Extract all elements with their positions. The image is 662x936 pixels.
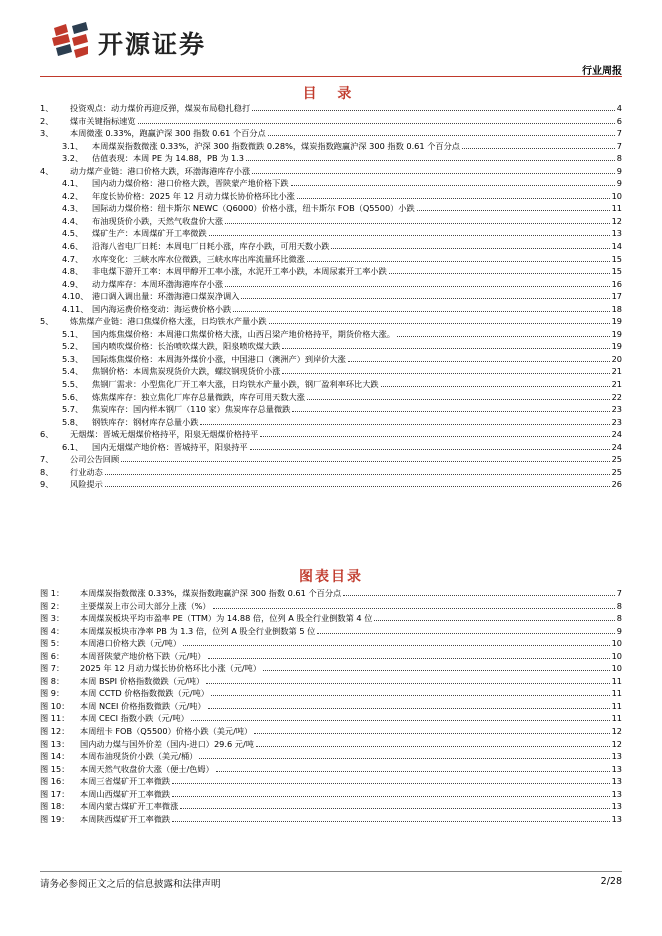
toc-title: 非电煤下游开工率：本周甲醇开工率小涨，水泥开工率小跌，本周尿素开工率小跌 (92, 266, 387, 277)
figure-entry[interactable] (40, 687, 622, 700)
dot-leader (172, 788, 610, 797)
toc-num: 6.1、 (62, 441, 84, 452)
toc-entry[interactable] (40, 478, 622, 491)
toc-num: 5.5、 (62, 379, 84, 390)
figure-entry[interactable] (40, 587, 622, 600)
toc-page: 19 (611, 341, 622, 352)
figure-entry[interactable] (40, 763, 622, 776)
dot-leader (180, 800, 609, 809)
figure-num: 图 3： (40, 613, 65, 624)
toc-num: 4.9、 (62, 278, 84, 289)
toc-num: 4、 (40, 165, 54, 176)
toc-entry[interactable] (40, 340, 622, 353)
figure-entry[interactable] (40, 788, 622, 801)
toc-page: 7 (616, 140, 622, 151)
figure-title: 本周 CCTD 价格指数微跌（元/吨） (80, 688, 209, 699)
dot-leader (348, 353, 610, 362)
toc-entry[interactable] (40, 278, 622, 291)
toc-page: 4 (616, 103, 622, 113)
toc-num: 8、 (40, 466, 54, 477)
figure-title: 本周内蒙古煤矿开工率微涨 (80, 801, 179, 812)
figure-num: 图 16： (40, 776, 70, 787)
figure-title: 本周晋陕蒙产地价格下跌（元/吨） (80, 650, 206, 661)
dot-leader (381, 378, 610, 387)
toc-num: 4.3、 (62, 203, 84, 214)
toc-entry[interactable] (40, 177, 622, 190)
figure-page: 11 (611, 688, 622, 699)
toc-page: 19 (611, 328, 622, 339)
figure-title: 本周煤炭指数微涨 0.33%，煤炭指数跑赢沪深 300 指数 0.61 个百分点 (80, 588, 342, 598)
toc-entry[interactable] (40, 152, 622, 165)
toc-num: 7、 (40, 454, 54, 465)
dot-leader (209, 227, 610, 236)
toc-title: 风险提示 (70, 479, 103, 490)
toc-title: 煤矿生产：本周煤矿开工率微跌 (92, 228, 207, 239)
toc-num: 4.8、 (62, 266, 84, 277)
toc-title: 动力煤产业链：港口价格大跌，环渤海港库存小涨 (70, 165, 251, 176)
figure-title: 本周煤炭板块平均市盈率 PE（TTM）为 14.88 倍，位列 A 股全行业倒数第 4 位 (80, 613, 373, 624)
toc-title: 沿海八省电厂日耗：本周电厂日耗小涨，库存小跌，可用天数小跌 (92, 241, 330, 252)
figure-num: 图 12： (40, 726, 70, 737)
figure-page: 13 (611, 751, 622, 762)
toc-page: 23 (611, 416, 622, 427)
figure-page: 10 (611, 638, 622, 649)
dot-leader (307, 253, 610, 262)
figure-page: 11 (611, 700, 622, 711)
toc-title: 焦钢厂需求：小型焦化厂开工率大涨，日均铁水产量小跌，钢厂盈利率环比大跌 (92, 379, 379, 390)
dot-leader (282, 365, 609, 374)
figure-num: 图 18： (40, 801, 70, 812)
toc-num: 3.2、 (62, 153, 84, 164)
toc-num: 4.7、 (62, 253, 84, 264)
figure-page: 13 (611, 776, 622, 787)
dot-leader (200, 416, 609, 425)
figure-entry[interactable] (40, 725, 622, 738)
toc-num: 5.1、 (62, 328, 84, 339)
toc-page: 14 (611, 241, 622, 252)
figure-title: 本周布油现货价小跌（美元/桶） (80, 751, 198, 762)
toc-entry[interactable] (40, 391, 622, 404)
toc-entry[interactable] (40, 365, 622, 378)
dot-leader (397, 328, 610, 337)
toc-num: 5.4、 (62, 366, 84, 377)
toc-page: 15 (611, 266, 622, 277)
toc-entry[interactable] (40, 165, 622, 178)
figure-num: 图 10： (40, 700, 70, 711)
figure-entry[interactable] (40, 675, 622, 688)
figure-title: 本周 CECI 指数小跌（元/吨） (80, 713, 189, 724)
figure-page: 13 (611, 788, 622, 799)
toc-title: 无烟煤：晋城无烟煤价格持平，阳泉无烟煤价格持平 (70, 429, 259, 440)
figure-num: 图 11： (40, 713, 70, 724)
toc-page: 12 (611, 215, 622, 226)
dot-leader (199, 750, 609, 759)
figure-title: 本周天然气收盘价大涨（便士/色姆） (80, 763, 214, 774)
toc-title: 国际炼焦煤价格：本周海外煤价小涨，中国港口（澳洲产）到岸价大涨 (92, 353, 346, 364)
dot-leader (256, 738, 610, 747)
dot-leader (105, 466, 610, 475)
dot-leader (172, 775, 610, 784)
dot-leader (462, 140, 615, 149)
dot-leader (269, 315, 610, 324)
toc-num: 4.2、 (62, 190, 84, 201)
toc-title: 国内炼焦煤价格：本周港口焦煤价格大涨，山西吕梁产地价格持平，期货价格大涨。 (92, 328, 395, 339)
figure-title: 本周煤炭板块市净率 PB 为 1.3 倍，位列 A 股全行业倒数第 5 位 (80, 625, 316, 636)
toc-page: 10 (611, 190, 622, 201)
figure-entry[interactable] (40, 750, 622, 763)
dot-leader (252, 165, 615, 174)
toc-title: 水库变化：三峡水库水位微跌，三峡水库出库流量环比微涨 (92, 253, 305, 264)
figure-index-title: 图表目录 (299, 569, 363, 585)
toc-entry[interactable] (40, 466, 622, 479)
toc-num: 5、 (40, 316, 54, 327)
figure-num: 图 2： (40, 600, 65, 611)
figure-entry[interactable] (40, 738, 622, 751)
toc-num: 3、 (40, 128, 54, 139)
toc-entry[interactable] (40, 315, 622, 328)
toc-title: 煤市关键指标速览 (70, 115, 136, 126)
toc-entry[interactable] (40, 202, 622, 215)
toc-entry[interactable] (40, 215, 622, 228)
figure-entry[interactable] (40, 612, 622, 625)
dot-leader (206, 675, 609, 684)
figure-page: 13 (611, 813, 622, 824)
figure-page: 10 (611, 650, 622, 661)
figure-title: 国内动力煤与国外价差（国内-进口）29.6 元/吨 (80, 738, 254, 749)
figure-entry[interactable] (40, 813, 622, 826)
figure-num: 图 13： (40, 738, 70, 749)
toc-entry[interactable] (40, 441, 622, 454)
toc-entry[interactable] (40, 102, 622, 115)
toc-entry[interactable] (40, 328, 622, 341)
figure-page: 13 (611, 763, 622, 774)
dot-leader (260, 428, 609, 437)
toc-num: 5.6、 (62, 391, 84, 402)
figure-entry[interactable] (40, 662, 622, 675)
figure-title: 本周三省煤矿开工率微跌 (80, 776, 171, 787)
toc-page: 13 (611, 228, 622, 239)
dot-leader (233, 303, 609, 312)
toc-page: 6 (616, 115, 622, 126)
dot-leader (331, 240, 609, 249)
toc-title: 国内海运费价格变动：海运费价格小跌 (92, 303, 232, 314)
dot-leader (292, 403, 609, 412)
dot-leader (105, 478, 610, 487)
toc-list (40, 102, 622, 491)
figure-title: 本周港口价格大跌（元/吨） (80, 638, 182, 649)
toc-page: 11 (611, 203, 622, 214)
figure-num: 图 9： (40, 688, 65, 699)
dot-leader (208, 700, 610, 709)
toc-page: 18 (611, 303, 622, 314)
toc-title: 投资观点：动力煤价再迎反弹，煤炭布局稳扎稳打 (70, 103, 251, 113)
toc-num: 4.5、 (62, 228, 84, 239)
dot-leader (225, 278, 610, 287)
toc-title: 估值表现：本周 PE 为 14.88，PB 为 1.3 (92, 153, 245, 164)
figure-num: 图 5： (40, 638, 65, 649)
dot-leader (389, 265, 610, 274)
toc-entry[interactable] (40, 378, 622, 391)
footer-disclaimer: 请务必参阅正文之后的信息披露和法律声明 (40, 879, 221, 890)
toc-page: 9 (616, 165, 622, 176)
figure-page: 12 (611, 726, 622, 737)
toc-page: 16 (611, 278, 622, 289)
figure-entry[interactable] (40, 600, 622, 613)
toc-title: 公司公告回顾 (70, 454, 120, 465)
toc-title: 国内动力煤价格：港口价格大跌，晋陕蒙产地价格下跌 (92, 178, 289, 189)
toc-title: 焦炭库存：国内样本钢厂（110 家）焦炭库存总量微跌 (92, 404, 291, 415)
toc-page: 21 (611, 366, 622, 377)
figure-num: 图 4： (40, 625, 65, 636)
dot-leader (297, 190, 610, 199)
toc-entry[interactable] (40, 453, 622, 466)
figure-num: 图 8： (40, 675, 65, 686)
toc-title: 焦钢价格：本周焦炭现货价大跌，螺纹钢现货价小涨 (92, 366, 281, 377)
dot-leader (225, 215, 610, 224)
figure-title: 本周陕西煤矿开工率微跌 (80, 813, 171, 824)
toc-title: 本周煤炭指数微涨 0.33%，沪深 300 指数微跌 0.28%，煤炭指数跑赢沪深 300 指数 0.61 个百分点 (92, 140, 460, 151)
figure-entry[interactable] (40, 625, 622, 638)
figure-num: 图 15： (40, 763, 70, 774)
toc-title: 本周微涨 0.33%，跑赢沪深 300 指数 0.61 个百分点 (70, 128, 266, 139)
figure-page: 10 (611, 663, 622, 674)
dot-leader (291, 177, 615, 186)
toc-entry[interactable] (40, 290, 622, 303)
figure-num: 图 19： (40, 813, 70, 824)
figure-num: 图 1： (40, 588, 65, 598)
figure-title: 本周 BSPI 价格指数微跌（元/吨） (80, 675, 205, 686)
toc-entry[interactable] (40, 140, 622, 153)
toc-num: 3.1、 (62, 140, 84, 151)
figure-page: 12 (611, 738, 622, 749)
toc-title: 钢铁库存：钢材库存总量小跌 (92, 416, 199, 427)
dot-leader (307, 391, 610, 400)
toc-page: 24 (611, 441, 622, 452)
toc-entry[interactable] (40, 403, 622, 416)
figure-entry[interactable] (40, 700, 622, 713)
header-divider (40, 76, 622, 77)
toc-num: 9、 (40, 479, 54, 490)
company-logo (50, 20, 250, 64)
toc-page: 22 (611, 391, 622, 402)
figure-page: 11 (611, 713, 622, 724)
dot-leader (263, 662, 610, 671)
toc-title: 年度长协价格：2025 年 12 月动力煤长协价格环比小涨 (92, 190, 295, 201)
toc-title: 布油现货价小跌，天然气收盘价大涨 (92, 215, 224, 226)
dot-leader (172, 813, 610, 822)
dot-leader (252, 102, 615, 111)
figure-num: 图 7： (40, 663, 65, 674)
figure-num: 图 14： (40, 751, 70, 762)
figure-title: 主要煤炭上市公司大部分上涨（%） (80, 600, 211, 611)
dot-leader (183, 637, 610, 646)
toc-entry[interactable] (40, 227, 622, 240)
figure-page: 8 (616, 613, 622, 624)
dot-leader (374, 612, 614, 621)
toc-page: 24 (611, 429, 622, 440)
page-number: 2/28 (600, 876, 622, 887)
dot-leader (343, 587, 615, 596)
toc-num: 4.6、 (62, 241, 84, 252)
dot-leader (216, 763, 610, 772)
dot-leader (138, 115, 615, 124)
toc-entry[interactable] (40, 190, 622, 203)
figure-title: 本周山西煤矿开工率微跌 (80, 788, 171, 799)
figure-num: 图 17： (40, 788, 70, 799)
figure-page: 9 (616, 625, 622, 636)
toc-num: 4.11、 (62, 303, 89, 314)
toc-title: 港口调入调出量：环渤海港口煤炭净调入 (92, 291, 240, 302)
figure-title: 本周纽卡 FOB（Q5500）价格小跌（美元/吨） (80, 726, 253, 737)
toc-num: 4.1、 (62, 178, 84, 189)
toc-entry[interactable] (40, 127, 622, 140)
figure-title: 本周 NCEI 价格指数微跌（元/吨） (80, 700, 206, 711)
dot-leader (268, 127, 615, 136)
figure-list (40, 587, 622, 825)
toc-entry[interactable] (40, 115, 622, 128)
figure-page: 7 (616, 588, 622, 598)
figure-page: 11 (611, 675, 622, 686)
figure-page: 13 (611, 801, 622, 812)
footer-divider (40, 871, 622, 872)
toc-title: 国内无烟煤产地价格：晋城持平，阳泉持平 (92, 441, 248, 452)
toc-entry[interactable] (40, 303, 622, 316)
toc-title: 国内喷吹煤价格：长治喷吹煤大跌，阳泉喷吹煤大跌 (92, 341, 281, 352)
toc-title: 炼焦煤产业链：港口焦煤价格大涨，日均铁水产量小跌 (70, 316, 267, 327)
toc-num: 1、 (40, 103, 54, 113)
dot-leader (246, 152, 615, 161)
figure-entry[interactable] (40, 800, 622, 813)
toc-page: 17 (611, 291, 622, 302)
toc-title: 动力煤库存：本周环渤海港库存小涨 (92, 278, 224, 289)
figure-entry[interactable] (40, 650, 622, 663)
dot-leader (417, 202, 610, 211)
figure-title: 2025 年 12 月动力煤长协价格环比小涨（元/吨） (80, 663, 262, 674)
dot-leader (191, 712, 610, 721)
toc-page: 9 (616, 178, 622, 189)
toc-entry[interactable] (40, 353, 622, 366)
figure-num: 图 6： (40, 650, 65, 661)
toc-num: 5.8、 (62, 416, 84, 427)
toc-num: 6、 (40, 429, 54, 440)
dot-leader (208, 650, 610, 659)
dot-leader (121, 453, 609, 462)
toc-num: 5.2、 (62, 341, 84, 352)
document-type: 行业周报 (582, 66, 622, 77)
dot-leader (282, 340, 609, 349)
toc-page: 19 (611, 316, 622, 327)
toc-entry[interactable] (40, 265, 622, 278)
toc-page: 15 (611, 253, 622, 264)
toc-title: 国际动力煤价格：纽卡斯尔 NEWC（Q6000）价格小涨，纽卡斯尔 FOB（Q5500）小跌 (92, 203, 415, 214)
toc-num: 4.4、 (62, 215, 84, 226)
toc-entry[interactable] (40, 240, 622, 253)
dot-leader (254, 725, 609, 734)
figure-entry[interactable] (40, 775, 622, 788)
toc-num: 5.3、 (62, 353, 84, 364)
toc-entry[interactable] (40, 253, 622, 266)
toc-num: 4.10、 (62, 291, 89, 302)
dot-leader (211, 687, 610, 696)
toc-page: 20 (611, 353, 622, 364)
page-header (0, 0, 662, 80)
figure-entry[interactable] (40, 637, 622, 650)
dot-leader (250, 441, 610, 450)
toc-page: 8 (616, 153, 622, 164)
toc-page: 26 (611, 479, 622, 490)
figure-page: 8 (616, 600, 622, 611)
toc-page: 7 (616, 128, 622, 139)
toc-entry[interactable] (40, 416, 622, 429)
toc-page: 25 (611, 454, 622, 465)
dot-leader (241, 290, 609, 299)
toc-num: 2、 (40, 115, 54, 126)
figure-entry[interactable] (40, 712, 622, 725)
logo-text: 开源证券 (98, 30, 207, 59)
toc-page: 23 (611, 404, 622, 415)
dot-leader (213, 600, 615, 609)
toc-title: 行业动态 (70, 466, 103, 477)
dot-leader (317, 625, 614, 634)
toc-page: 25 (611, 466, 622, 477)
toc-entry[interactable] (40, 428, 622, 441)
toc-title: 目 录 (302, 86, 360, 102)
toc-num: 5.7、 (62, 404, 84, 415)
toc-page: 21 (611, 379, 622, 390)
toc-title: 炼焦煤库存：独立焦化厂库存总量微跌，库存可用天数大涨 (92, 391, 305, 402)
kaiyuan-logo-icon (50, 22, 90, 62)
